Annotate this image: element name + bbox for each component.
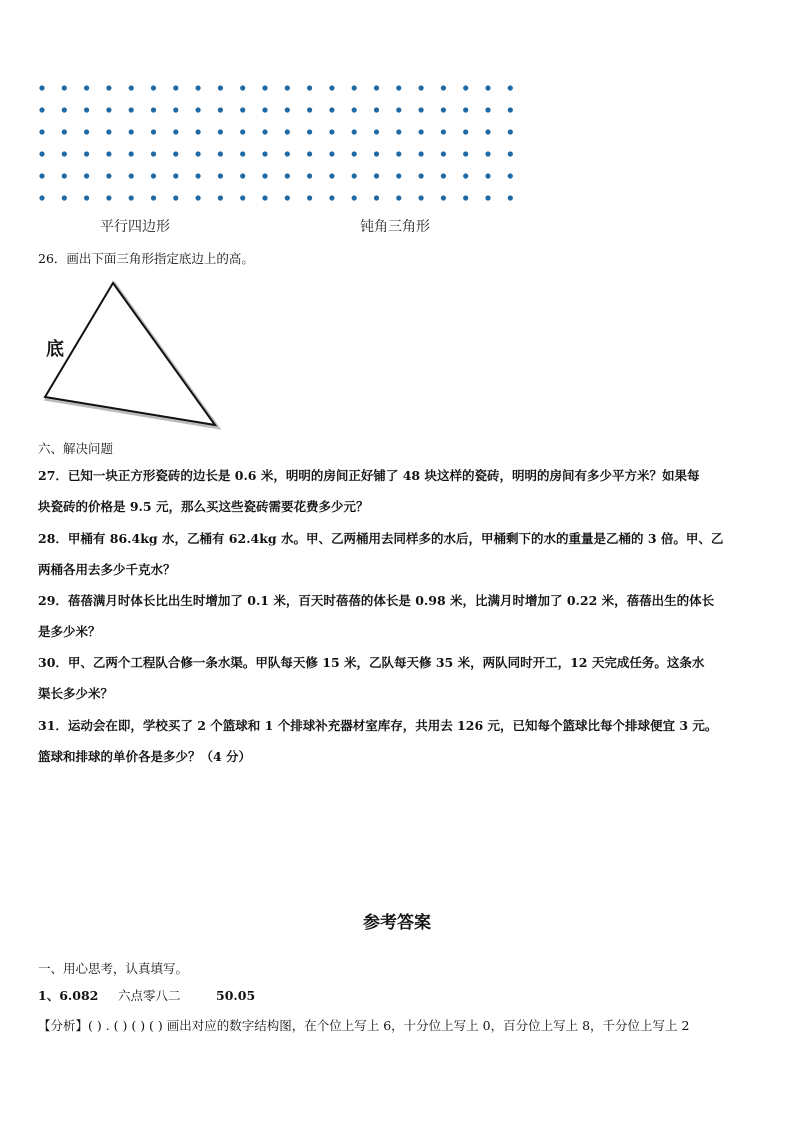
grid-dot: [463, 195, 468, 200]
grid-dot: [173, 129, 178, 134]
grid-dot: [240, 129, 245, 134]
grid-dot: [39, 129, 44, 134]
section-6-heading: 六、解决问题: [38, 441, 114, 456]
grid-dot: [419, 173, 424, 178]
grid-dot: [196, 173, 201, 178]
grid-dot: [196, 85, 201, 90]
grid-dot: [441, 129, 446, 134]
grid-dot: [218, 85, 223, 90]
grid-dot: [508, 173, 513, 178]
grid-dot: [39, 107, 44, 112]
grid-dot: [106, 85, 111, 90]
grid-dot: [173, 151, 178, 156]
grid-dot: [129, 129, 134, 134]
grid-dot: [352, 173, 357, 178]
grid-dot: [196, 151, 201, 156]
grid-dot: [329, 195, 334, 200]
answer-1-number: 1、6.082: [38, 988, 99, 1003]
grid-dot: [396, 107, 401, 112]
grid-dot: [106, 195, 111, 200]
grid-dot: [352, 129, 357, 134]
grid-dot: [307, 107, 312, 112]
grid-dot: [352, 107, 357, 112]
grid-dot: [329, 107, 334, 112]
question-30-line-1: 30．甲、乙两个工程队合修一条水渠。甲队每天修 15 米，乙队每天修 35 米，两队同时开工，12 天完成任务。这条水: [38, 655, 705, 670]
question-29-line-2: 是多少米？: [38, 624, 101, 639]
answer-section-1-heading: 一、用心思考，认真填写。: [38, 961, 189, 976]
dot-grid: [30, 78, 530, 208]
grid-dot: [419, 195, 424, 200]
question-30-line-2: 渠长多少米？: [38, 686, 114, 701]
grid-dot: [39, 85, 44, 90]
grid-dot: [396, 129, 401, 134]
grid-dot: [196, 107, 201, 112]
grid-dot: [151, 85, 156, 90]
grid-dot: [262, 173, 267, 178]
grid-dot: [396, 85, 401, 90]
grid-dot: [262, 195, 267, 200]
grid-dot: [39, 151, 44, 156]
grid-dot: [240, 85, 245, 90]
grid-dot: [463, 129, 468, 134]
question-28-line-1: 28．甲桶有 86.4kg 水，乙桶有 62.4kg 水。甲、乙两桶用去同样多的水后，甲桶剩下的水的重量是乙桶的 3 倍。甲、乙: [38, 531, 724, 546]
grid-dot: [441, 151, 446, 156]
grid-dot: [396, 151, 401, 156]
grid-dot: [106, 151, 111, 156]
grid-dot: [485, 173, 490, 178]
grid-dot: [173, 195, 178, 200]
grid-dot: [151, 151, 156, 156]
grid-dot: [129, 151, 134, 156]
grid-dot: [196, 195, 201, 200]
grid-dot: [262, 151, 267, 156]
grid-dot: [218, 129, 223, 134]
grid-dot: [463, 173, 468, 178]
grid-dot: [84, 107, 89, 112]
grid-dot: [129, 173, 134, 178]
grid-dot: [84, 195, 89, 200]
grid-dot: [262, 85, 267, 90]
grid-dot: [396, 195, 401, 200]
question-28-line-2: 两桶各用去多少千克水？: [38, 562, 176, 577]
base-label: 底: [46, 339, 64, 360]
grid-dot: [218, 173, 223, 178]
question-31-line-1: 31．运动会在即，学校买了 2 个篮球和 1 个排球补充器材室库存，共用去 126 元，已知每个篮球比每个排球便宜 3 元。: [38, 718, 718, 733]
grid-dot: [240, 151, 245, 156]
grid-dot: [129, 195, 134, 200]
grid-dot: [285, 151, 290, 156]
grid-dot: [508, 129, 513, 134]
grid-dot: [441, 107, 446, 112]
grid-dot: [151, 195, 156, 200]
grid-dot: [84, 85, 89, 90]
answer-1-words: 六点零八二: [118, 988, 181, 1003]
grid-dot: [106, 129, 111, 134]
grid-dot: [508, 151, 513, 156]
triangle-figure: [38, 276, 238, 436]
grid-dot: [218, 151, 223, 156]
grid-dot: [62, 151, 67, 156]
grid-dot: [173, 173, 178, 178]
grid-dot: [173, 107, 178, 112]
grid-dot: [285, 85, 290, 90]
grid-dot: [285, 129, 290, 134]
grid-dot: [240, 107, 245, 112]
grid-dot: [374, 129, 379, 134]
answer-analysis: 【分析】( ) . ( ) ( ) ( ) 画出对应的数字结构图，在个位上写上 6，十分位上写上 0，百分位上写上 8，千分位上写上 2: [38, 1018, 690, 1033]
question-27-line-2: 块瓷砖的价格是 9.5 元，那么买这些瓷砖需要花费多少元？: [38, 499, 369, 514]
grid-dot: [419, 129, 424, 134]
grid-dot: [62, 107, 67, 112]
grid-dot: [307, 129, 312, 134]
grid-dot: [508, 195, 513, 200]
grid-dot: [485, 85, 490, 90]
answer-1-value: 50.05: [216, 988, 256, 1003]
grid-dot: [374, 151, 379, 156]
grid-dot: [329, 173, 334, 178]
grid-dot: [463, 85, 468, 90]
grid-dot: [196, 129, 201, 134]
grid-dot: [240, 195, 245, 200]
grid-dot: [441, 195, 446, 200]
question-27-line-1: 27．已知一块正方形瓷砖的边长是 0.6 米，明明的房间正好铺了 48 块这样的瓷砖，明明的房间有多少平方米？如果每: [38, 468, 700, 483]
grid-dot: [485, 129, 490, 134]
answer-key-title: 参考答案: [363, 913, 431, 933]
grid-dot: [129, 107, 134, 112]
grid-dot: [173, 85, 178, 90]
grid-dot: [374, 85, 379, 90]
grid-dot: [84, 129, 89, 134]
grid-dot: [463, 107, 468, 112]
grid-dot: [374, 173, 379, 178]
grid-dot: [352, 195, 357, 200]
grid-dot: [463, 151, 468, 156]
grid-dot: [307, 85, 312, 90]
grid-dot: [352, 85, 357, 90]
grid-dot: [62, 85, 67, 90]
grid-dot: [39, 173, 44, 178]
grid-dot: [62, 129, 67, 134]
grid-dot: [374, 107, 379, 112]
question-29-line-1: 29．蓓蓓满月时体长比出生时增加了 0.1 米，百天时蓓蓓的体长是 0.98 米，比满月时增加了 0.22 米，蓓蓓出生的体长: [38, 593, 715, 608]
grid-dot: [307, 151, 312, 156]
grid-dot: [485, 107, 490, 112]
grid-dot: [396, 173, 401, 178]
grid-dot: [441, 173, 446, 178]
grid-dot: [151, 107, 156, 112]
grid-dot: [352, 151, 357, 156]
grid-dot: [262, 129, 267, 134]
grid-dot: [151, 173, 156, 178]
grid-dot: [307, 195, 312, 200]
grid-dot: [285, 107, 290, 112]
grid-dot: [262, 107, 267, 112]
grid-dot: [218, 195, 223, 200]
grid-dot: [329, 151, 334, 156]
grid-dot: [84, 173, 89, 178]
grid-dot: [62, 173, 67, 178]
grid-dot: [39, 195, 44, 200]
grid-dot: [441, 85, 446, 90]
grid-dot: [285, 173, 290, 178]
grid-dot: [374, 195, 379, 200]
grid-dot: [106, 107, 111, 112]
grid-dot: [129, 85, 134, 90]
grid-dot: [240, 173, 245, 178]
grid-dot: [508, 107, 513, 112]
parallelogram-label: 平行四边形: [100, 219, 170, 235]
grid-dot: [508, 85, 513, 90]
grid-dot: [106, 173, 111, 178]
grid-dot: [419, 151, 424, 156]
grid-dot: [307, 173, 312, 178]
question-26: 26．画出下面三角形指定底边上的高。: [38, 251, 254, 266]
grid-dot: [84, 151, 89, 156]
grid-dot: [485, 151, 490, 156]
question-31-line-2: 篮球和排球的单价各是多少？（4 分）: [38, 749, 252, 764]
obtuse-triangle-label: 钝角三角形: [360, 219, 430, 235]
grid-dot: [285, 195, 290, 200]
grid-dot: [419, 107, 424, 112]
grid-dot: [151, 129, 156, 134]
grid-dot: [218, 107, 223, 112]
grid-dot: [329, 129, 334, 134]
grid-dot: [419, 85, 424, 90]
grid-dot: [329, 85, 334, 90]
grid-dot: [485, 195, 490, 200]
grid-dot: [62, 195, 67, 200]
